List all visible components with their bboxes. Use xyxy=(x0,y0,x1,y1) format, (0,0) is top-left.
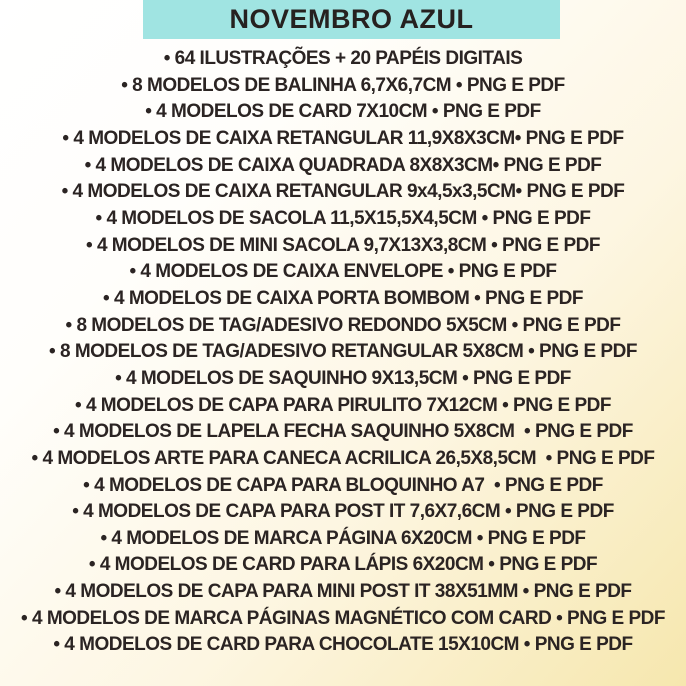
page-title: NOVEMBRO AZUL xyxy=(229,4,474,34)
list-item: • 4 MODELOS DE SACOLA 11,5X15,5X4,5CM • PNG E PDF xyxy=(95,207,591,229)
product-list xyxy=(0,46,686,659)
list-item: • 4 MODELOS DE CAIXA ENVELOPE • PNG E PDF xyxy=(129,261,557,283)
list-item: • 8 MODELOS DE BALINHA 6,7X6,7CM • PNG E PDF xyxy=(121,74,565,96)
list-item: • 4 MODELOS DE MARCA PÁGINA 6X20CM • PNG E PDF xyxy=(100,527,586,549)
list-item: • 8 MODELOS DE TAG/ADESIVO REDONDO 5X5CM • PNG E PDF xyxy=(65,314,621,336)
list-item: • 4 MODELOS DE MARCA PÁGINAS MAGNÉTICO COM CARD • PNG E PDF xyxy=(21,607,665,629)
list-item: • 4 MODELOS DE CARD PARA LÁPIS 6X20CM • PNG E PDF xyxy=(88,554,598,576)
list-item: • 4 MODELOS DE CAPA PARA BLOQUINHO A7 • PNG E PDF xyxy=(83,474,603,496)
list-item: • 4 MODELOS DE CAIXA RETANGULAR 9x4,5x3,5CM• PNG E PDF xyxy=(61,181,625,203)
list-item: • 4 MODELOS DE CARD 7X10CM • PNG E PDF xyxy=(145,101,541,123)
list-item: • 8 MODELOS DE TAG/ADESIVO RETANGULAR 5X8CM • PNG E PDF xyxy=(49,341,637,363)
list-item: • 4 MODELOS DE SAQUINHO 9X13,5CM • PNG E PDF xyxy=(115,367,571,389)
list-item: • 4 MODELOS DE CARD PARA CHOCOLATE 15X10CM • PNG E PDF xyxy=(53,634,633,656)
list-item: • 4 MODELOS DE CAPA PARA POST IT 7,6X7,6CM • PNG E PDF xyxy=(72,501,614,523)
header-banner xyxy=(143,0,560,39)
list-item: • 4 MODELOS DE CAIXA QUADRADA 8X8X3CM• PNG E PDF xyxy=(84,154,602,176)
list-item: • 4 MODELOS DE CAIXA RETANGULAR 11,9X8X3CM• PNG E PDF xyxy=(62,127,624,149)
list-item: • 4 MODELOS DE LAPELA FECHA SAQUINHO 5X8CM • PNG E PDF xyxy=(53,421,633,443)
list-item: • 4 MODELOS ARTE PARA CANECA ACRILICA 26,5X8,5CM • PNG E PDF xyxy=(31,447,655,469)
list-item: • 64 ILUSTRAÇÕES + 20 PAPÉIS DIGITAIS xyxy=(163,48,523,69)
list-item: • 4 MODELOS DE CAIXA PORTA BOMBOM • PNG E PDF xyxy=(103,287,583,309)
list-item: • 4 MODELOS DE MINI SACOLA 9,7X13X3,8CM • PNG E PDF xyxy=(86,234,600,256)
list-item: • 4 MODELOS DE CAPA PARA PIRULITO 7X12CM • PNG E PDF xyxy=(75,394,611,416)
list-item: • 4 MODELOS DE CAPA PARA MINI POST IT 38X51MM • PNG E PDF xyxy=(54,581,632,603)
